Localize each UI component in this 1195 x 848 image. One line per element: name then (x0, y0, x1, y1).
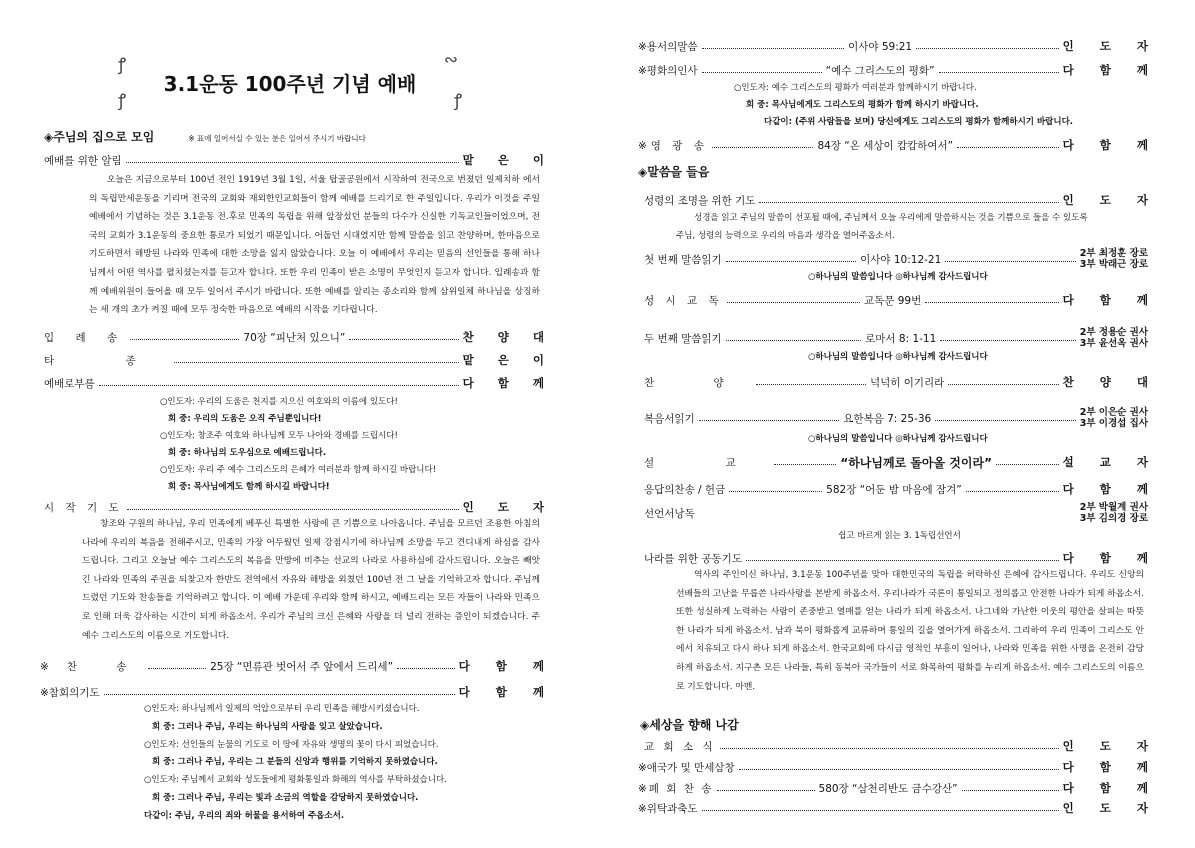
item-leader: 다 함 께 (1062, 760, 1159, 774)
leader-dots (127, 509, 459, 510)
item-label: 성 시 교 독 (644, 294, 723, 307)
leader-dots (726, 261, 856, 262)
leader-dots (104, 694, 455, 695)
item-content: 582장 “어둔 밤 마음에 잠겨” (826, 483, 962, 496)
confession-reading (144, 701, 447, 826)
item-leader: 다 함 께 (1062, 63, 1160, 77)
leader-dots (729, 491, 822, 492)
right-page (638, 0, 1160, 848)
leader-dots (174, 362, 459, 363)
item-leader: 다 함 께 (1062, 138, 1159, 152)
leader-line: ○인도자: 하나님께서 일제의 억압으로부터 우리 민족을 해방시키셨습니다. (144, 704, 420, 714)
congregation-line: 회 중: 그러나 주님, 우리는 빛과 소금의 역할을 감당하지 못하였습니다. (152, 792, 419, 803)
order-item-national-anthem (638, 758, 1159, 776)
item-label: ※영 광 송 (638, 139, 708, 152)
order-item-confession (40, 683, 555, 701)
leader-dots (397, 668, 455, 669)
item-leader: 설 교 자 (1062, 455, 1159, 469)
item-content: 84장 “온 세상이 캄캄하여서” (817, 139, 954, 152)
order-item-invocation (44, 498, 554, 516)
item-label: ※평화의인사 (638, 64, 698, 77)
item-leader: 다 함 께 (1062, 482, 1159, 496)
item-leader: 다 함 께 (1062, 551, 1159, 565)
unison-line: 다같이: (주위 사람들을 보며) 당신에게도 그리스도의 평화가 함께하시기 바랍니다. (764, 117, 1074, 127)
leader-dots (948, 384, 1058, 385)
item-label: 시 작 기 도 (44, 501, 123, 514)
leader-dots (720, 748, 1059, 749)
section-heading-gathering (44, 128, 366, 145)
leader-dots (957, 147, 1059, 148)
item-label: 복음서읽기 (644, 412, 695, 425)
call-paragraph: 오늘은 지금으로부터 100년 전인 1919년 3월 1일, 서울 탑골공원에서 시작하여 전국으로 번졌던 일제치하 에서의 독립만세운동을 기리며 전국의 교회와 재외한인교회들이 함께 예배를 드리기로 한 주일입니다. 우리가 이것을 주일예배에서 기념하는 것은 3.1운동 전.후로 민족의 독립을 위해 앞장섰던 분들의 다수가 신실한 기독교인들이었으며, 전국의 교회가 3.1운동의 중요한 통로가 되었기 때문입니다. 어둡던 시대였지만 함께 말씀을 읽고 찬양하며, 한마음으로 기도하면서 해방된 나라와 민족에 대한 소망을 잃지 않았습니다. 오늘 이 예배에서 우리는 믿음의 선인들을 통해 하나님께서 어떤 역사를 펼치셨는지를 듣고자 합니다. 또한 우리 민족이 받은 소명이 무엇인지 듣고자 합니다. 입례송과 함께 예배위원이 들어올 때 모두 일어서 주시기 바랍니다. 또한 예배를 알리는 종소리와 함께 삼위일체 하나님을 상징하는 세 개의 초가 켜질 때에 모두 정숙한 마음으로 예배의 시작을 기다립니다. (89, 175, 540, 316)
order-item-offering (644, 480, 1159, 498)
order-item-benediction (638, 799, 1159, 817)
leader-line: ○인도자: 예수 그리스도의 평화가 여러분과 함께하시기 바랍니다. (734, 83, 977, 93)
illumination-text: 주님, 성령의 능력으로 우리의 마음과 생각을 열어주옵소서. (676, 231, 895, 241)
item-label: 나라를 위한 공동기도 (644, 552, 742, 565)
item-content: 이사야 10:12-21 (860, 253, 942, 266)
item-content: “예수 그리스도의 평화” (825, 64, 935, 77)
item-leader: 인 도 자 (1062, 801, 1159, 815)
leader-dots (966, 491, 1059, 492)
invocation-paragraph: 창조와 구원의 하나님, 우리 민족에게 베푸신 특별한 사랑에 큰 기쁨으로 나아옵니다. 주님을 모르던 조용한 아침의 나라에 우리의 복음을 전해주시고, 민족의 가장 어두웠던 일제 강점시기에 하나님께 소망을 두고 견디내게 하심을 감사드립니다. 그리고 오늘날 예수 그리스도의 복음을 만방에 비추는 선교의 나라로 사용하심에 감사드립니다. 오늘은 빼앗긴 나라와 민족의 주권을 되찾고자 한반도 전역에서 자유와 해방을 외쳤던 100년 전 그 날을 기억하고자 합니다. 주님께 드렸던 기도와 찬송들을 기억하려고 합니다. 이 예배 가운데 우리와 함께 하시고, 예배드리는 모든 자들이 나라와 민족으로 인해 더욱 감사하는 시간이 되게 하옵소서. 우리가 주님의 크신 은혜와 사랑을 더 널리 전하는 증인이 되겠습니다. 주 예수 그리스도의 이름으로 기도합니다. (82, 519, 540, 641)
leader-line: ○인도자: 창조주 여호와 하나님께 모두 나아와 경배를 드립시다! (160, 431, 398, 441)
order-item-call (44, 151, 554, 169)
page-title: 3.1운동 100주년 기념 예배 (163, 72, 417, 96)
reader-3rd: 3부 박래근 장로 (1079, 259, 1149, 270)
item-leader: 다 함 께 (458, 659, 556, 673)
item-label: 첫 번째 말씀읽기 (644, 253, 722, 266)
order-item-sermon (644, 453, 1159, 471)
response-line: ○하나님의 말씀입니다 ◎하나님께 감사드립니다 (808, 272, 988, 282)
leader-dots (996, 464, 1059, 465)
item-label: ※참회의기도 (40, 686, 100, 699)
order-item-gloria (638, 136, 1159, 154)
item-content: 요한복음 7: 25-36 (843, 412, 932, 425)
item-content: 이사야 59:21 (848, 40, 913, 53)
responsive-reading (160, 394, 436, 496)
flourish-ornament-icon: ∾ (443, 50, 458, 70)
leader-line: ○인도자: 선인들의 눈물의 기도로 이 땅에 자유와 생명의 꽃이 다시 피었습니다. (144, 739, 439, 750)
item-leader: 인 도 자 (1062, 39, 1160, 53)
item-content: 로마서 8: 1-11 (865, 332, 937, 345)
congregation-line: 회 중: 하나님의 도우심으로 예배드립니다. (168, 448, 327, 458)
order-item-psalter (644, 291, 1159, 309)
item-leader: 맡 은 이 (462, 353, 554, 367)
leader-dots (699, 420, 840, 421)
item-leader: 인 도 자 (1062, 193, 1159, 207)
leader-dots (759, 202, 1058, 203)
order-item-national-prayer (644, 549, 1159, 567)
order-item-news (644, 737, 1159, 755)
leader-dots (702, 48, 845, 49)
item-label: 선언서낭독 (644, 507, 695, 520)
response-line: ○하나님의 말씀입니다 ◎하나님께 감사드립니다 (808, 434, 988, 444)
item-label: ※찬 송 (40, 660, 145, 673)
left-page (40, 0, 556, 848)
item-leader: 인 도 자 (462, 500, 554, 514)
leader-line: ○인도자: 우리 주 예수 그리스도의 은혜가 여러분과 함께 하시길 바랍니다! (160, 465, 437, 475)
item-label: 응답의찬송 / 헌금 (644, 483, 726, 496)
leader-dots (940, 340, 1075, 341)
reader-3rd: 3부 이경섭 집사 (1079, 418, 1148, 429)
item-label: 설 교 (644, 456, 770, 469)
order-item-peace (638, 61, 1160, 79)
reader-2nd: 2부 최정훈 장로 (1079, 248, 1149, 259)
flourish-ornament-icon: ꝭ (118, 55, 127, 75)
congregation-line: 회 중: 목사님에게도 함께 하시길 바랍니다! (168, 482, 330, 492)
item-content: 580장 “삼천리반도 금수강산” (818, 782, 958, 795)
item-leader: 다 함 께 (1062, 781, 1160, 795)
item-leader: 인 도 자 (1062, 739, 1159, 753)
item-content: 70장 “피난처 있으니” (243, 331, 346, 344)
leader-dots (925, 302, 1058, 303)
response-line: ○하나님의 말씀입니다 ◎하나님께 감사드립니다 (808, 352, 988, 362)
section-title: ◈주님의 집으로 모임 (44, 130, 155, 144)
congregation-line: 회 중: 목사님에게도 그리스도의 평화가 함께 하시기 바랍니다. (746, 100, 979, 110)
unison-line: 다같이: 주님, 우리의 죄와 허물을 용서하여 주옵소서. (144, 810, 345, 821)
item-leader: 맡 은 이 (462, 153, 554, 167)
item-readers (1080, 407, 1148, 429)
item-leader: 다 함 께 (1062, 293, 1159, 307)
section-heading-word: ◈말씀을 들음 (638, 165, 710, 179)
item-label: 성령의 조명을 위한 기도 (644, 194, 756, 207)
item-content: 넉넉히 이기리라 (869, 376, 945, 389)
item-readers (1080, 502, 1148, 524)
leader-dots (148, 668, 206, 669)
standing-note: ※ 표에 일어서실 수 있는 분은 일어서 주시기 바랍니다 (188, 134, 366, 143)
leader-dots (717, 790, 814, 791)
leader-dots (746, 560, 1059, 561)
order-item-bell (44, 351, 554, 369)
leader-dots (712, 147, 814, 148)
declaration-note: 쉽고 바르게 읽는 3. 1독립선언서 (838, 531, 961, 541)
item-readers (1080, 248, 1148, 270)
order-item-anthem (644, 373, 1159, 391)
order-item-pardon (638, 37, 1160, 55)
leader-dots (916, 48, 1059, 49)
item-label: 입 례 송 (44, 331, 127, 344)
item-label: ※용서의말씀 (638, 40, 698, 53)
item-label: 예배로부름 (44, 377, 95, 390)
leader-line: ○인도자: 주님께서 교회와 성도들에게 평화통일과 화해의 역사를 부탁하셨습니다. (144, 775, 447, 786)
order-item-closing-hymn (638, 779, 1160, 797)
congregation-line: 회 중: 그러나 주님, 우리는 그 분들의 신앙과 행위를 기억하지 못하였습니다. (152, 757, 438, 768)
item-label: 예배를 위한 알림 (44, 154, 122, 167)
reader-3rd: 3부 김의경 장로 (1079, 513, 1148, 524)
item-content: 교독문 99번 (863, 294, 922, 307)
item-label: ※애국가 및 만세삼창 (638, 761, 735, 774)
leader-dots (702, 810, 1059, 811)
item-label: 두 번째 말씀읽기 (644, 332, 722, 345)
national-prayer-paragraph: 역사의 주인이신 하나님, 3.1운동 100주년을 맞아 대한민국의 독립을 허락하신 은혜에 감사드립니다. 우리도 신앙의 선배들의 고난을 무릅쓴 나라사랑을 본받게 하옵소서. 우리나라가 국론이 통일되고 정의롭고 안전한 나라가 되게 하옵소서. 또한 성실하게 노력하는 사람이 존중받고 열매를 얻는 나라가 되게 하옵소서. 나그네와 가난한 이웃의 평안을 살피는 따뜻한 나라가 되게 하옵소서. 남과 북이 평화롭게 교류하며 통일의 길을 열어가게 하옵소서. 그리하여 우리 민족이 그리스도 안에서 치유되고 다시 하나 되게 하옵소서. 한국교회에 다시금 영적인 부흥이 일어나, 나라와 민족을 위한 사명을 온전히 감당하게 하옵소서. 지구촌 모든 나라들, 특히 동북아 국가들이 서로 화목하여 평화를 누리게 하옵소서. 예수 그리스도의 이름으로 기도합니다. 아멘. (676, 570, 1144, 692)
congregation-line: 회 중: 그러나 주님, 우리는 하나님의 사랑을 잊고 살았습니다. (152, 721, 383, 732)
congregation-line: 회 중: 우리의 도움은 오직 주님뿐입니다! (168, 414, 322, 424)
leader-dots (935, 420, 1076, 421)
item-label: 교 회 소 식 (644, 740, 716, 753)
leader-dots (99, 385, 459, 386)
item-leader: 찬 양 대 (462, 330, 554, 344)
leader-line: ○인도자: 우리의 도움은 천지를 지으신 여호와의 이름에 있도다! (160, 397, 398, 407)
leader-dots (939, 72, 1059, 73)
leader-dots (126, 162, 459, 163)
leader-dots (756, 384, 866, 385)
section-heading-sending: ◈세상을 향해 나감 (640, 718, 739, 732)
flourish-ornament-icon: ꝭ (453, 91, 462, 111)
item-leader: 찬 양 대 (1062, 375, 1159, 389)
leader-dots (726, 340, 861, 341)
reader-2nd: 2부 박월계 권사 (1079, 502, 1148, 513)
leader-dots (739, 769, 1059, 770)
reader-2nd: 2부 이은순 권사 (1079, 407, 1148, 418)
peace-reading (734, 80, 1073, 131)
leader-dots (774, 464, 837, 465)
sermon-title: “하나님께로 돌아올 것이라” (840, 455, 992, 470)
leader-dots (945, 261, 1075, 262)
order-item-hymn (40, 657, 556, 675)
item-content: 25장 “면류관 벗어서 주 앞에서 드리세” (210, 660, 394, 673)
item-label: 찬 양 (644, 376, 752, 389)
order-item-reading2 (644, 327, 1148, 349)
item-leader: 다 함 께 (462, 376, 554, 390)
order-item-call-to-worship (44, 374, 554, 392)
leader-dots (727, 302, 860, 303)
order-item-illumination (644, 191, 1159, 209)
item-leader: 다 함 께 (458, 685, 555, 699)
reader-3rd: 3부 윤선옥 권사 (1079, 338, 1149, 349)
order-item-reading1 (644, 248, 1148, 270)
item-label: ※폐 회 찬 송 (638, 782, 714, 795)
item-label: 타 종 (44, 354, 170, 367)
title-block (100, 52, 480, 114)
item-label: ※위탁과축도 (638, 802, 698, 815)
order-item-gospel (644, 407, 1148, 429)
illumination-text: 성경을 읽고 주님의 말씀이 선포될 때에, 주님께서 오늘 우리에게 말씀하시는 것을 기쁨으로 들을 수 있도록 (694, 213, 1088, 223)
leader-dots (349, 339, 458, 340)
reader-2nd: 2부 정용순 권사 (1079, 327, 1149, 338)
flourish-ornament-icon: ꝭ (118, 91, 127, 111)
item-readers (1080, 327, 1148, 349)
leader-dots (130, 339, 239, 340)
order-item-declaration (644, 502, 1148, 524)
leader-dots (962, 790, 1059, 791)
leader-dots (702, 72, 822, 73)
order-item-entrance (44, 328, 554, 346)
